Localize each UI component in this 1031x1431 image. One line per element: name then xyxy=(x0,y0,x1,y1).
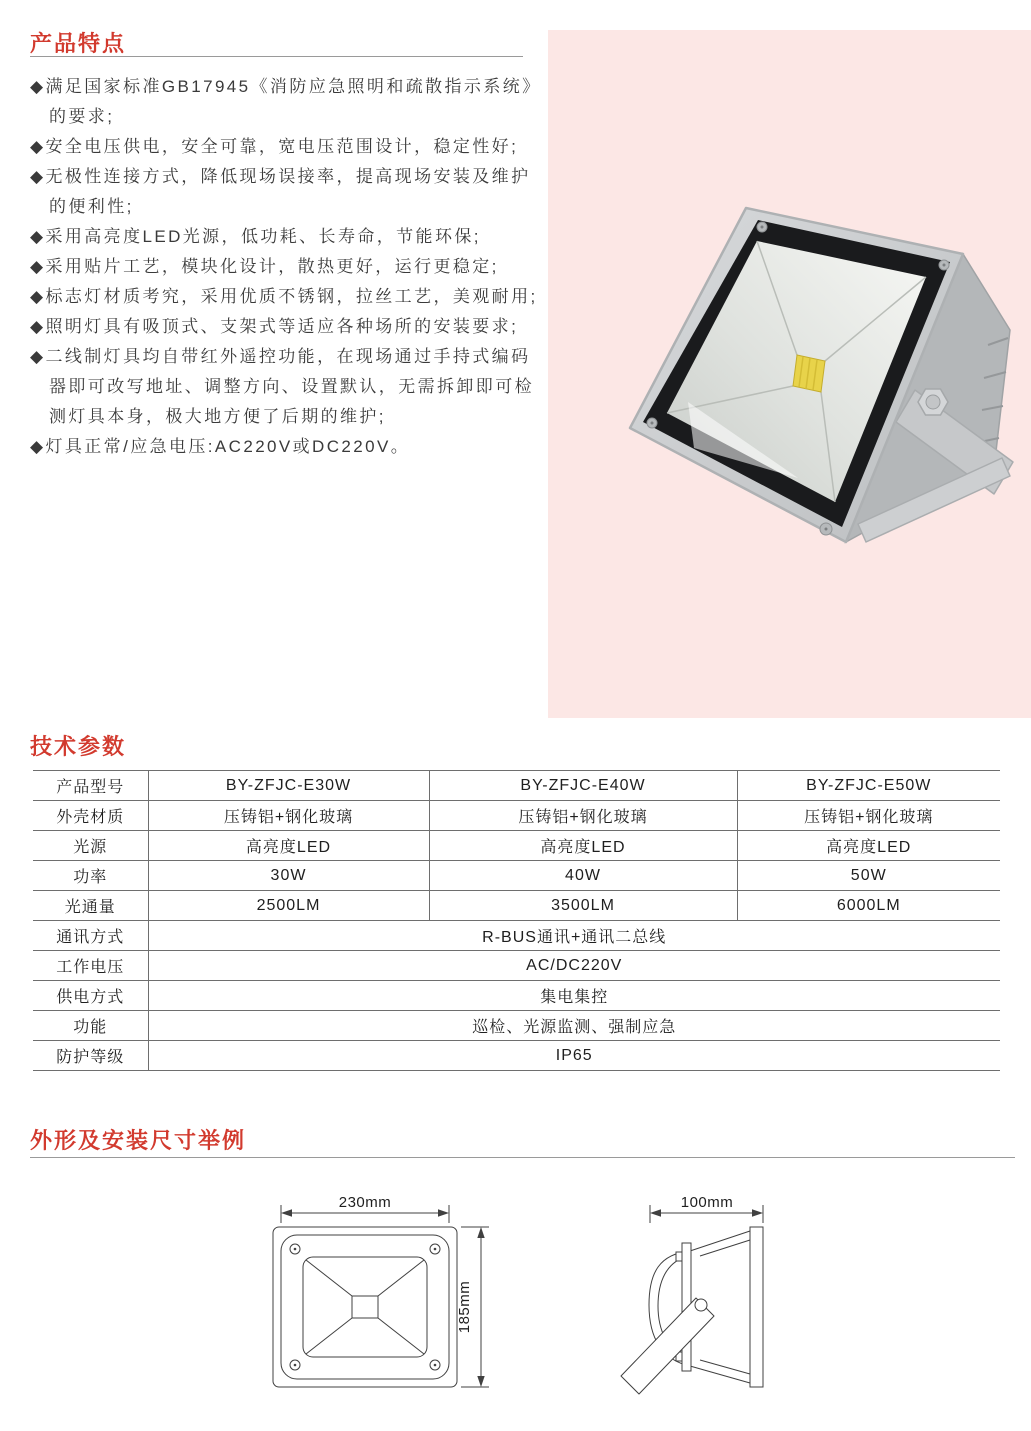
feature-item xyxy=(30,252,545,282)
diamond-bullet-icon: ◆ xyxy=(30,317,46,336)
spec-cell: 压铸铝+钢化玻璃 xyxy=(148,801,429,831)
led-chip xyxy=(793,355,825,392)
side-depth-label: 100mm xyxy=(680,1194,734,1211)
dims-section-title: 外形及安装尺寸举例 xyxy=(30,1128,247,1153)
diamond-bullet-icon: ◆ xyxy=(30,257,46,276)
specs-section-title: 技术参数 xyxy=(30,734,127,759)
spec-label: 防护等级 xyxy=(33,1041,148,1071)
spec-label: 通讯方式 xyxy=(33,921,148,951)
bracket-bolt xyxy=(918,389,948,415)
spec-label: 供电方式 xyxy=(33,981,148,1011)
spec-cell: 高亮度LED xyxy=(429,831,737,861)
front-height-dimension xyxy=(456,1227,489,1387)
feature-text: 采用贴片工艺，模块化设计，散热更好，运行更稳定; xyxy=(45,257,499,276)
front-width-dimension xyxy=(281,1194,449,1223)
spec-cell: 高亮度LED xyxy=(737,831,1000,861)
side-view-drawing xyxy=(621,1194,763,1394)
diamond-bullet-icon: ◆ xyxy=(30,227,46,246)
spec-label: 光源 xyxy=(33,831,148,861)
feature-item xyxy=(30,72,545,132)
spec-label: 工作电压 xyxy=(33,951,148,981)
spec-cell: 2500LM xyxy=(148,891,429,921)
feature-text: 二线制灯具均自带红外遥控功能，在现场通过手持式编码器即可改写地址、调整方向、设置默认，无需拆卸即可检测灯具本身，极大地方便了后期的维护; xyxy=(45,347,534,426)
spec-cell: 集电集控 xyxy=(148,981,1000,1011)
table-row xyxy=(33,891,1000,921)
table-row xyxy=(33,771,1000,801)
spec-cell: AC/DC220V xyxy=(148,951,1000,981)
table-row xyxy=(33,831,1000,861)
spec-cell: 3500LM xyxy=(429,891,737,921)
spec-cell: BY-ZFJC-E50W xyxy=(737,771,1000,801)
spec-cell: 50W xyxy=(737,861,1000,891)
spec-cell: BY-ZFJC-E40W xyxy=(429,771,737,801)
feature-text: 安全电压供电，安全可靠，宽电压范围设计，稳定性好; xyxy=(45,137,519,156)
diamond-bullet-icon: ◆ xyxy=(30,77,46,96)
spec-cell: 高亮度LED xyxy=(148,831,429,861)
diamond-bullet-icon: ◆ xyxy=(30,287,46,306)
spec-cell: 压铸铝+钢化玻璃 xyxy=(429,801,737,831)
feature-text: 采用高亮度LED光源，低功耗、长寿命，节能环保; xyxy=(45,227,481,246)
spec-cell: 6000LM xyxy=(737,891,1000,921)
feature-item xyxy=(30,162,545,222)
spec-cell: BY-ZFJC-E30W xyxy=(148,771,429,801)
feature-text: 无极性连接方式，降低现场误接率，提高现场安装及维护的便利性; xyxy=(45,167,531,216)
feature-text: 照明灯具有吸顶式、支架式等适应各种场所的安装要求; xyxy=(45,317,519,336)
spec-cell: 40W xyxy=(429,861,737,891)
table-row xyxy=(33,1041,1000,1071)
table-row xyxy=(33,981,1000,1011)
table-row xyxy=(33,951,1000,981)
feature-text: 满足国家标准GB17945《消防应急照明和疏散指示系统》的要求; xyxy=(45,77,542,126)
spec-label: 光通量 xyxy=(33,891,148,921)
spec-cell: 30W xyxy=(148,861,429,891)
feature-text: 标志灯材质考究，采用优质不锈钢，拉丝工艺，美观耐用; xyxy=(45,287,538,306)
diamond-bullet-icon: ◆ xyxy=(30,437,46,456)
spec-table xyxy=(33,770,1000,1071)
dimension-drawings xyxy=(0,1160,1031,1431)
table-row xyxy=(33,801,1000,831)
feature-item xyxy=(30,342,545,432)
front-corner-screws xyxy=(290,1244,440,1370)
diamond-bullet-icon: ◆ xyxy=(30,347,46,366)
side-depth-dimension xyxy=(650,1194,763,1223)
front-width-label: 230mm xyxy=(338,1194,392,1211)
table-row xyxy=(33,861,1000,891)
spec-label: 功能 xyxy=(33,1011,148,1041)
features-title-underline xyxy=(30,56,523,57)
feature-item xyxy=(30,282,545,312)
front-height-label: 185mm xyxy=(456,1280,473,1334)
spec-label: 功率 xyxy=(33,861,148,891)
feature-item xyxy=(30,432,545,462)
floodlight-product-photo xyxy=(548,30,1031,718)
spec-label: 外壳材质 xyxy=(33,801,148,831)
feature-item xyxy=(30,132,545,162)
features-section-title: 产品特点 xyxy=(30,31,127,56)
spec-cell: R-BUS通讯+通讯二总线 xyxy=(148,921,1000,951)
diamond-bullet-icon: ◆ xyxy=(30,137,46,156)
spec-cell: 巡检、光源监测、强制应急 xyxy=(148,1011,1000,1041)
front-view-drawing xyxy=(273,1194,489,1387)
feature-item xyxy=(30,312,545,342)
feature-text: 灯具正常/应急电压:AC220V或DC220V。 xyxy=(45,437,411,456)
feature-item xyxy=(30,222,545,252)
table-row xyxy=(33,1011,1000,1041)
spec-cell: 压铸铝+钢化玻璃 xyxy=(737,801,1000,831)
feature-list xyxy=(30,72,545,462)
diamond-bullet-icon: ◆ xyxy=(30,167,46,186)
spec-label: 产品型号 xyxy=(33,771,148,801)
dims-title-underline xyxy=(30,1157,1015,1158)
table-row xyxy=(33,921,1000,951)
spec-cell: IP65 xyxy=(148,1041,1000,1071)
